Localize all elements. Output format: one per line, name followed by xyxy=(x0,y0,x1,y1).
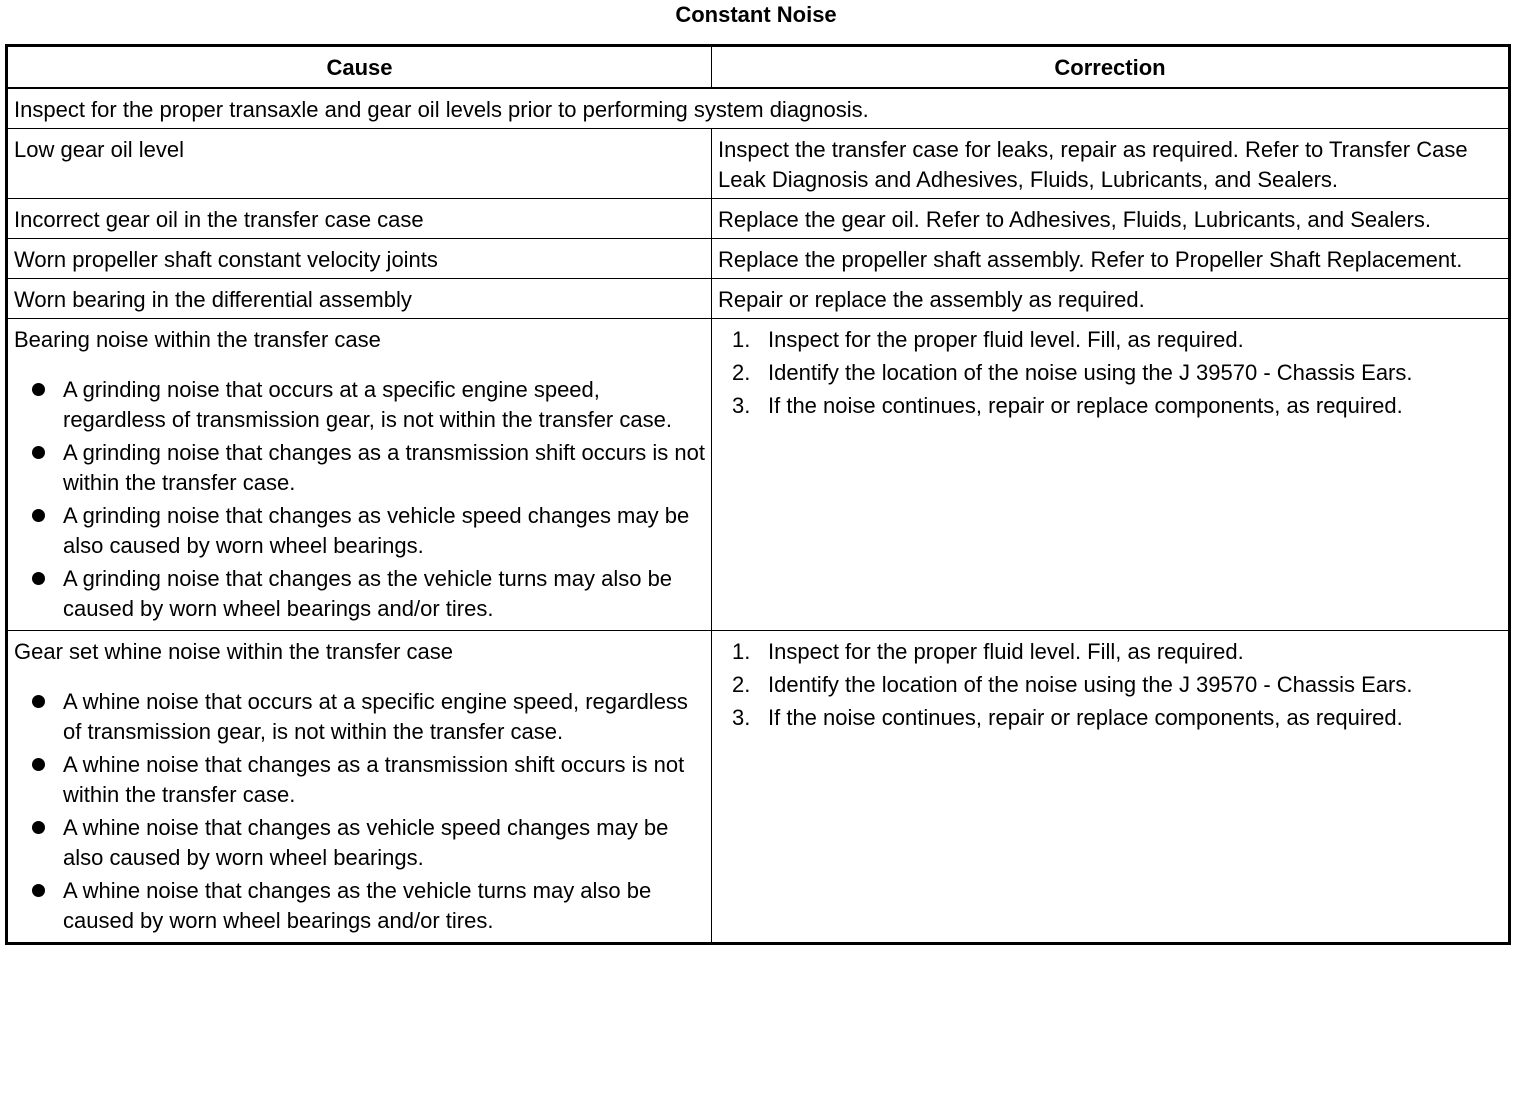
bullet-text: A grinding noise that occurs at a specific engine speed, regardless of transmission gear, is not within the transfer case. xyxy=(63,377,672,432)
cause-cell: Worn bearing in the differential assembly xyxy=(7,279,712,319)
list-item xyxy=(14,438,705,498)
page-title: Constant Noise xyxy=(675,2,837,27)
note-cell: Inspect for the proper transaxle and gear oil levels prior to performing system diagnosis. xyxy=(7,88,1510,129)
step-text: Identify the location of the noise using the J 39570 - Chassis Ears. xyxy=(768,360,1413,385)
bullet-icon xyxy=(32,509,45,522)
table-row xyxy=(7,279,1510,319)
table-row xyxy=(7,319,1510,631)
correction-cell: Repair or replace the assembly as required. xyxy=(712,279,1510,319)
diagnosis-table xyxy=(5,44,1511,945)
header-row xyxy=(7,46,1510,89)
bullet-list xyxy=(14,375,705,624)
correction-cell: Replace the gear oil. Refer to Adhesives, Fluids, Lubricants, and Sealers. xyxy=(712,199,1510,239)
step-number: 3. xyxy=(732,393,751,418)
list-item xyxy=(14,501,705,561)
step-number: 3. xyxy=(732,705,751,730)
table-row xyxy=(7,199,1510,239)
cause-text: Bearing noise within the transfer case xyxy=(14,327,381,352)
bullet-icon xyxy=(32,572,45,585)
correction-cell xyxy=(712,319,1510,631)
bullet-text: A grinding noise that changes as the vehicle turns may also be caused by worn wheel bearings and/or tires. xyxy=(63,566,673,621)
list-item xyxy=(14,375,705,435)
bullet-text: A whine noise that changes as a transmission shift occurs is not within the transfer case. xyxy=(63,752,685,807)
cause-cell: Worn propeller shaft constant velocity joints xyxy=(7,239,712,279)
step-text: Identify the location of the noise using the J 39570 - Chassis Ears. xyxy=(768,672,1413,697)
step-number: 1. xyxy=(732,639,751,664)
step-list xyxy=(718,637,1502,733)
step-list xyxy=(718,325,1502,421)
bullet-icon xyxy=(32,821,45,834)
list-item xyxy=(718,391,1502,421)
bullet-text: A whine noise that occurs at a specific engine speed, regardless of transmission gear, is not within the transfer case. xyxy=(63,689,688,744)
bullet-icon xyxy=(32,383,45,396)
table-row xyxy=(7,129,1510,199)
bullet-text: A grinding noise that changes as a transmission shift occurs is not within the transfer case. xyxy=(63,440,706,495)
bullet-list xyxy=(14,687,705,936)
step-text: If the noise continues, repair or replace components, as required. xyxy=(768,705,1403,730)
cause-header: Cause xyxy=(7,46,712,89)
cause-cell: Incorrect gear oil in the transfer case case xyxy=(7,199,712,239)
correction-header: Correction xyxy=(712,46,1510,89)
correction-cell: Replace the propeller shaft assembly. Refer to Propeller Shaft Replacement. xyxy=(712,239,1510,279)
cause-cell xyxy=(7,319,712,631)
cause-cell xyxy=(7,631,712,944)
step-number: 2. xyxy=(732,360,751,385)
cause-cell: Low gear oil level xyxy=(7,129,712,199)
list-item xyxy=(14,564,705,624)
bullet-text: A grinding noise that changes as vehicle speed changes may be also caused by worn wheel bearings. xyxy=(63,503,690,558)
step-number: 1. xyxy=(732,327,751,352)
table-row xyxy=(7,239,1510,279)
table-row xyxy=(7,631,1510,944)
bullet-icon xyxy=(32,884,45,897)
bullet-text: A whine noise that changes as vehicle speed changes may be also caused by worn wheel bearings. xyxy=(63,815,669,870)
list-item xyxy=(14,876,705,936)
list-item xyxy=(718,703,1502,733)
step-text: Inspect for the proper fluid level. Fill, as required. xyxy=(768,639,1244,664)
list-item xyxy=(14,750,705,810)
step-text: Inspect for the proper fluid level. Fill, as required. xyxy=(768,327,1244,352)
correction-cell: Inspect the transfer case for leaks, repair as required. Refer to Transfer Case Leak Diagnosis and Adhesives, Fluids, Lubricants, and Sealers. xyxy=(712,129,1510,199)
list-item xyxy=(718,670,1502,700)
cause-text: Gear set whine noise within the transfer case xyxy=(14,639,454,664)
list-item xyxy=(718,325,1502,355)
step-text: If the noise continues, repair or replace components, as required. xyxy=(768,393,1403,418)
note-row xyxy=(7,88,1510,129)
step-number: 2. xyxy=(732,672,751,697)
list-item xyxy=(718,637,1502,667)
bullet-icon xyxy=(32,446,45,459)
bullet-text: A whine noise that changes as the vehicle turns may also be caused by worn wheel bearings and/or tires. xyxy=(63,878,652,933)
list-item xyxy=(718,358,1502,388)
bullet-icon xyxy=(32,758,45,771)
list-item xyxy=(14,687,705,747)
correction-cell xyxy=(712,631,1510,944)
bullet-icon xyxy=(32,695,45,708)
list-item xyxy=(14,813,705,873)
